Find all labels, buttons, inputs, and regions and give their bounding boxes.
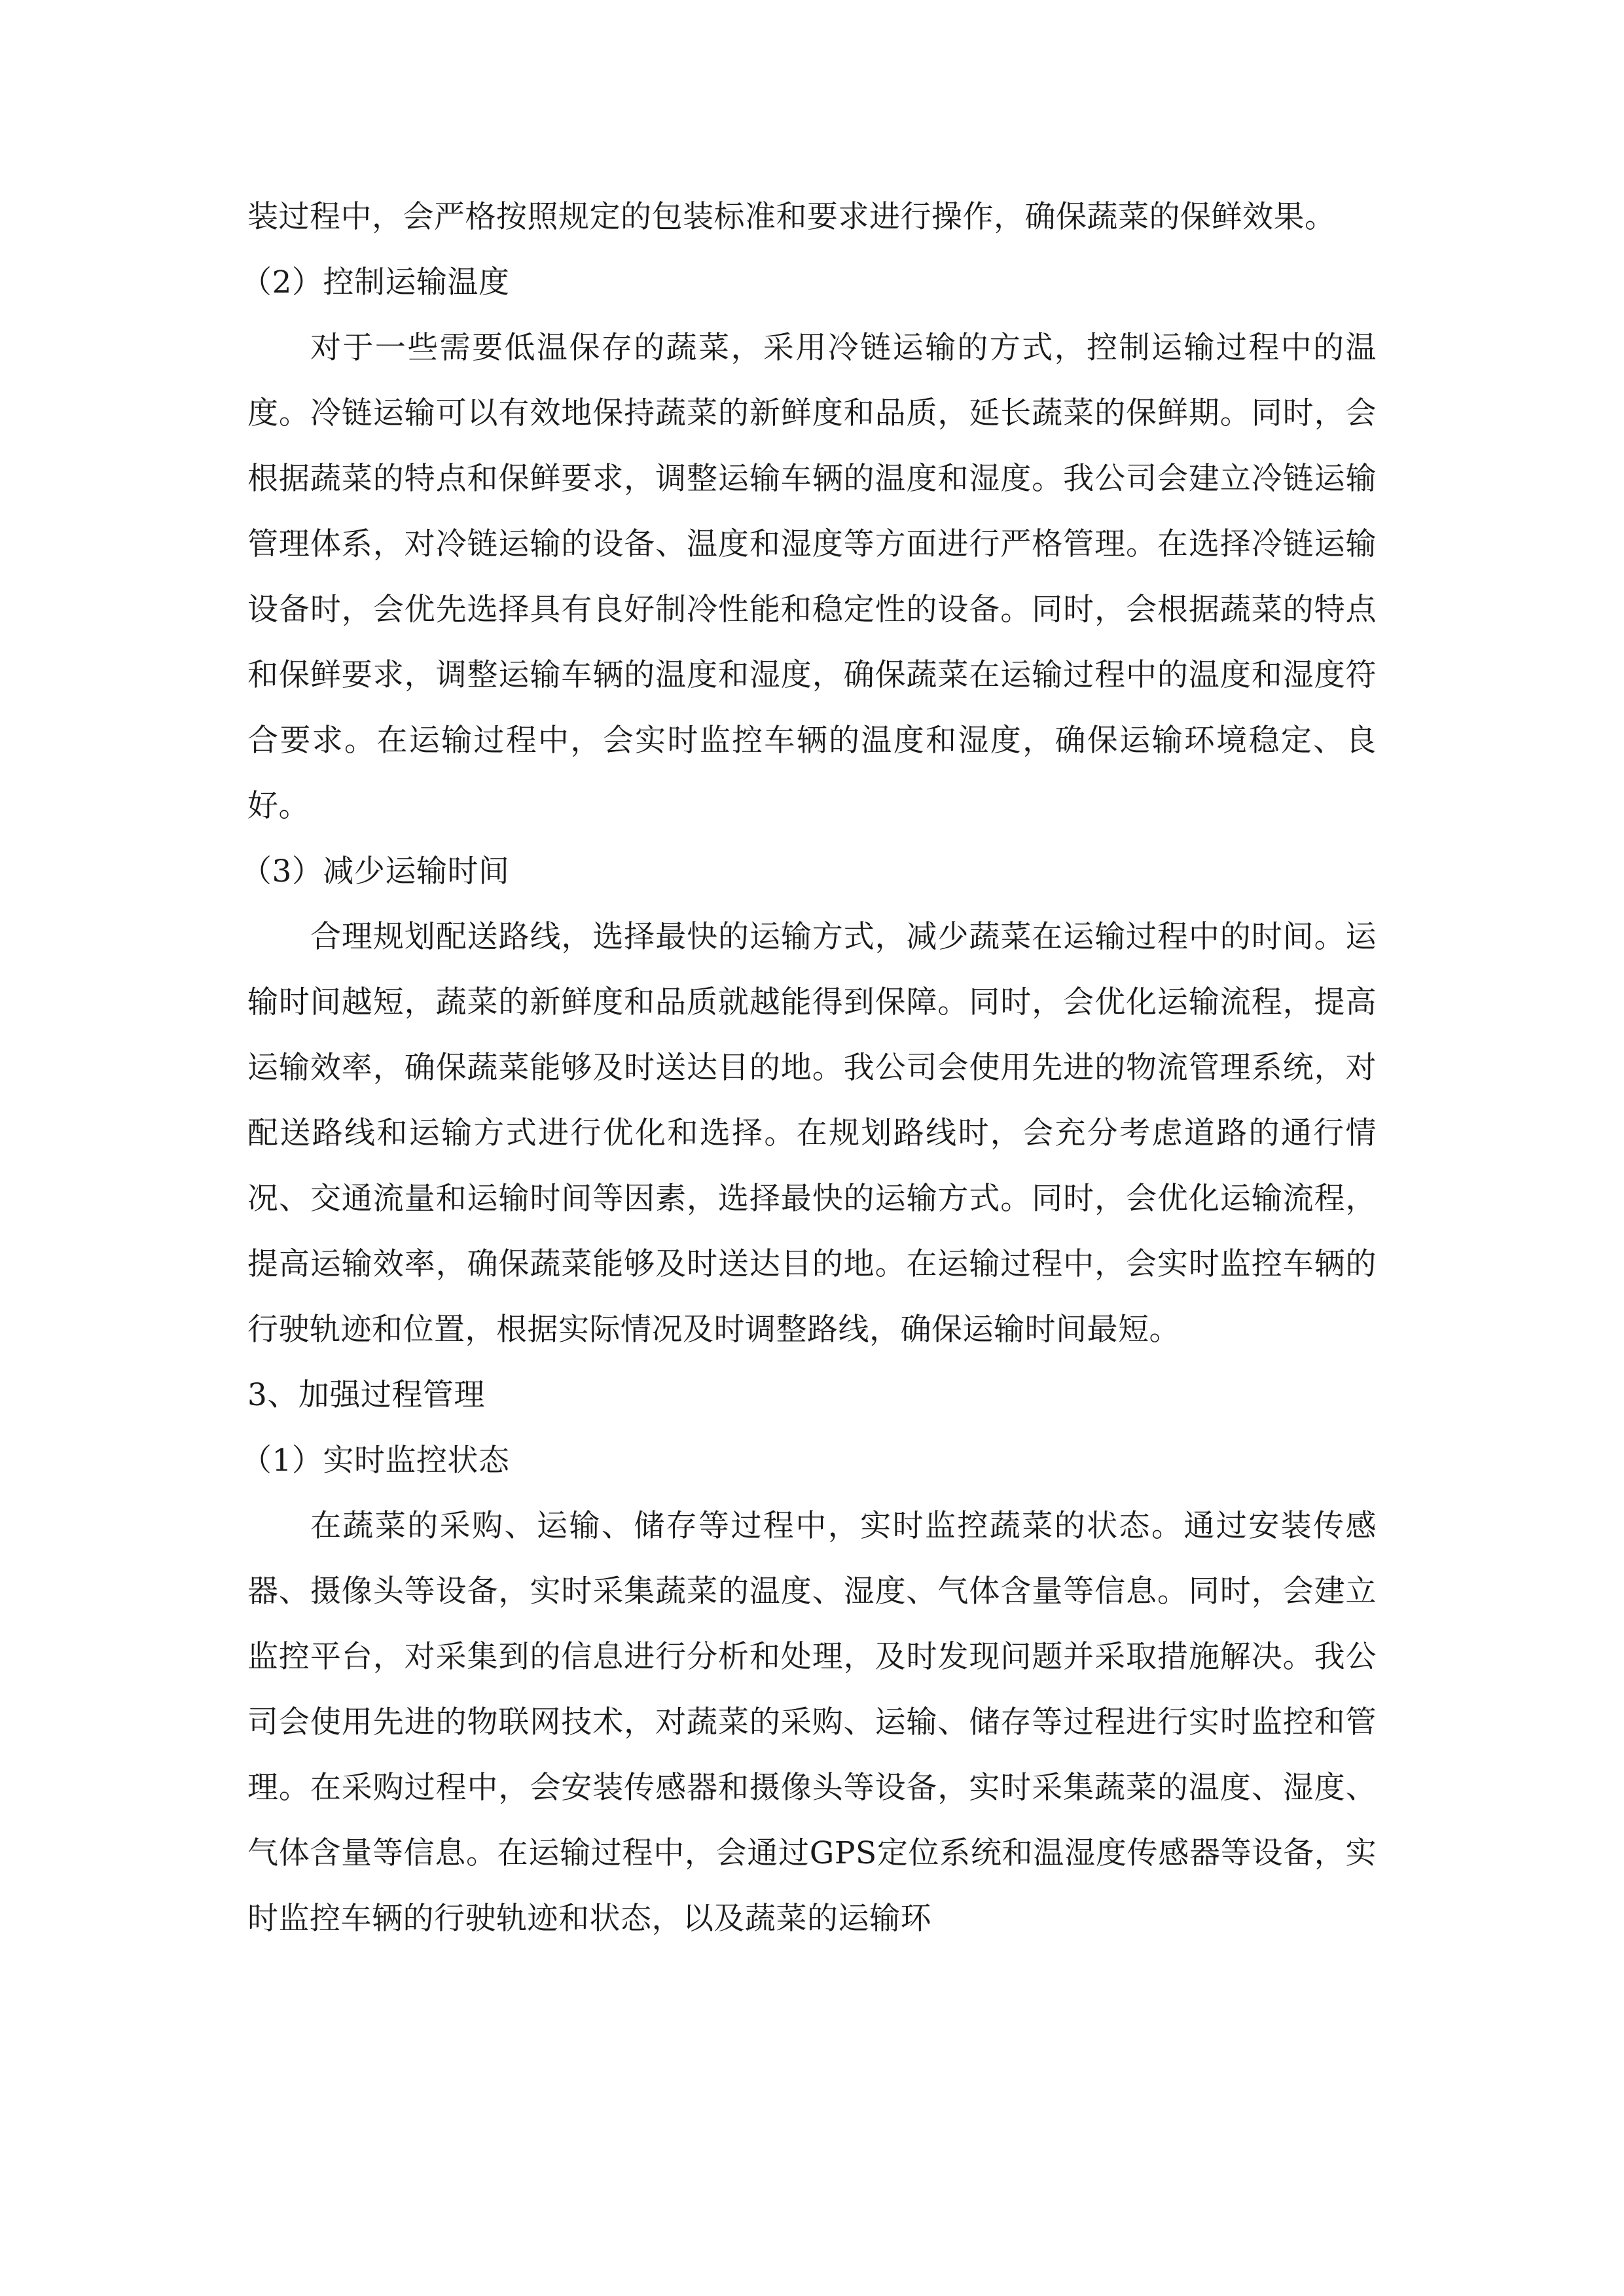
subheading-reduce-time: （3）减少运输时间 [241, 853, 510, 889]
paragraph-monitoring: 在蔬菜的采购、运输、储存等过程中，实时监控蔬菜的状态。通过安装传感器、摄像头等设备，实时采集蔬菜的温度、湿度、气体含量等信息。同时，会建立监控平台，对采集到的信息进行分析和处理，及时发现问题并采取措施解决。我公司会使用先进的物联网技术，对蔬菜的采购、运输、储存等过程进行实时监控和管理。在采购过程中，会安装传感器和摄像头等设备，实时采集蔬菜的温度、湿度、气体含量等信息。在运输过程中，会通过GPS定位系统和温湿度传感器等设备，实时监控车辆的行驶轨迹和状态，以及蔬菜的运输环 [247, 1508, 1377, 1937]
heading-process-management: 3、加强过程管理 [247, 1377, 485, 1413]
document-body [241, 185, 1377, 1952]
subheading-control-temperature: （2）控制运输温度 [241, 264, 510, 300]
paragraph-route-planning: 合理规划配送路线，选择最快的运输方式，减少蔬菜在运输过程中的时间。运输时间越短，蔬菜的新鲜度和品质就越能得到保障。同时，会优化运输流程，提高运输效率，确保蔬菜能够及时送达目的地。我公司会使用先进的物流管理系统，对配送路线和运输方式进行优化和选择。在规划路线时，会充分考虑道路的通行情况、交通流量和运输时间等因素，选择最快的运输方式。同时，会优化运输流程，提高运输效率，确保蔬菜能够及时送达目的地。在运输过程中，会实时监控车辆的行驶轨迹和位置，根据实际情况及时调整路线，确保运输时间最短。 [247, 919, 1377, 1348]
subheading-realtime-monitoring: （1）实时监控状态 [241, 1443, 510, 1479]
paragraph-cold-chain: 对于一些需要低温保存的蔬菜，采用冷链运输的方式，控制运输过程中的温度。冷链运输可以有效地保持蔬菜的新鲜度和品质，延长蔬菜的保鲜期。同时，会根据蔬菜的特点和保鲜要求，调整运输车辆的温度和湿度。我公司会建立冷链运输管理体系，对冷链运输的设备、温度和湿度等方面进行严格管理。在选择冷链运输设备时，会优先选择具有良好制冷性能和稳定性的设备。同时，会根据蔬菜的特点和保鲜要求，调整运输车辆的温度和湿度，确保蔬菜在运输过程中的温度和湿度符合要求。在运输过程中，会实时监控车辆的温度和湿度，确保运输环境稳定、良好。 [247, 330, 1377, 824]
paragraph-continuation: 装过程中，会严格按照规定的包装标准和要求进行操作，确保蔬菜的保鲜效果。 [247, 199, 1336, 235]
